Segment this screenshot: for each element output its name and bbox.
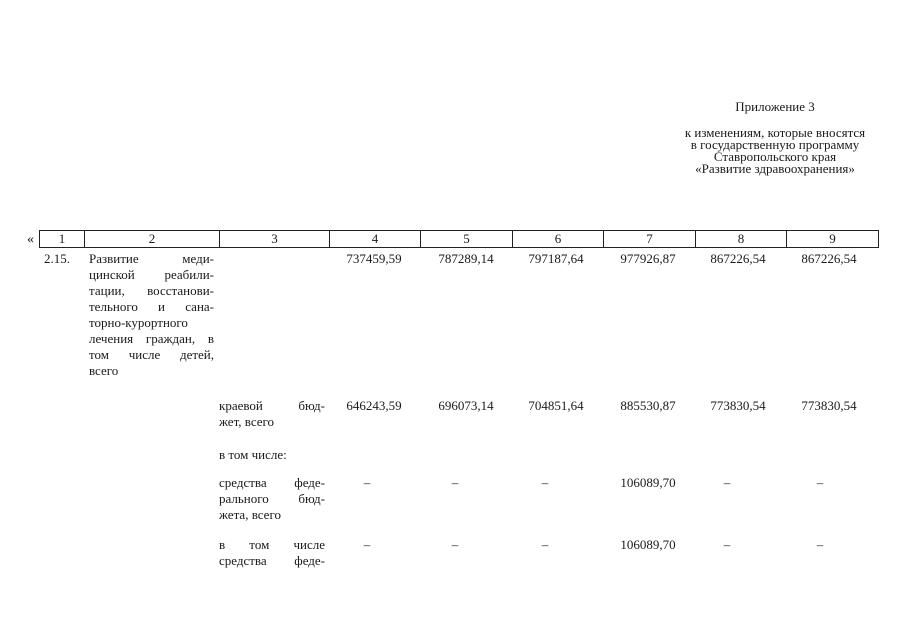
appendix-title: Приложение 3 [735,99,815,114]
regional-budget-label [219,398,325,430]
federal-incl-value-col4: – [363,537,371,552]
regional-value-col7: 885530,87 [620,398,676,413]
label-line: средства феде- [219,553,325,568]
row-title [89,251,214,379]
label-line: жет, всего [219,414,275,429]
header-col-6: 6 [513,231,604,247]
label-line: жета, всего [219,507,281,522]
appendix-description [640,127,903,175]
total-value-col8: 867226,54 [710,251,766,266]
federal-incl-label [219,537,325,569]
regional-value-col5: 696073,14 [438,398,494,413]
total-value-col9: 867226,54 [801,251,857,266]
appendix-line: Ставропольского края [713,149,837,164]
row-title-line: всего [89,363,119,378]
header-col-4: 4 [330,231,421,247]
row-number: 2.15. [44,251,70,266]
table-header-row [39,230,879,248]
federal-incl-value-col6: – [541,537,549,552]
row-title-line: том числе детей, [89,347,214,362]
total-value-col5: 787289,14 [438,251,494,266]
total-value-col6: 797187,64 [528,251,584,266]
row-title-line: торно-курортного [89,315,188,330]
federal-incl-value-col5: – [451,537,459,552]
header-col-8: 8 [696,231,787,247]
label-line: рального бюд- [219,491,325,506]
row-title-line: тельного и сана- [89,299,214,314]
label-line: в том числе [219,537,325,552]
header-col-1: 1 [40,231,85,247]
header-col-3: 3 [220,231,330,247]
federal-value-col4: – [363,475,371,490]
federal-value-col5: – [451,475,459,490]
federal-budget-label [219,475,325,523]
federal-incl-value-col9: – [816,537,824,552]
row-title-line: тации, восстанови- [89,283,214,298]
federal-value-col6: – [541,475,549,490]
header-col-7: 7 [604,231,696,247]
appendix-line: «Развитие здравоохранения» [695,161,855,176]
label-line: средства феде- [219,475,325,490]
header-col-2: 2 [85,231,220,247]
federal-value-col8: – [723,475,731,490]
row-title-line: Развитие меди- [89,251,214,266]
federal-incl-value-col7: 106089,70 [620,537,676,552]
label-line: краевой бюд- [219,398,325,413]
regional-value-col9: 773830,54 [801,398,857,413]
header-col-9: 9 [829,231,836,246]
open-quote-mark: « [27,232,34,247]
regional-value-col8: 773830,54 [710,398,766,413]
federal-value-col7: 106089,70 [620,475,676,490]
total-value-col7: 977926,87 [620,251,676,266]
regional-value-col4: 646243,59 [346,398,402,413]
header-col-5: 5 [421,231,513,247]
including-label: в том числе: [219,447,287,462]
appendix-line: к изменениям, которые вносятся [684,125,866,140]
regional-value-col6: 704851,64 [528,398,584,413]
federal-incl-value-col8: – [723,537,731,552]
row-title-line: лечения граждан, в [89,331,214,346]
federal-value-col9: – [816,475,824,490]
total-value-col4: 737459,59 [346,251,402,266]
appendix-line: в государственную программу [690,137,860,152]
row-title-line: цинской реабили- [89,267,214,282]
